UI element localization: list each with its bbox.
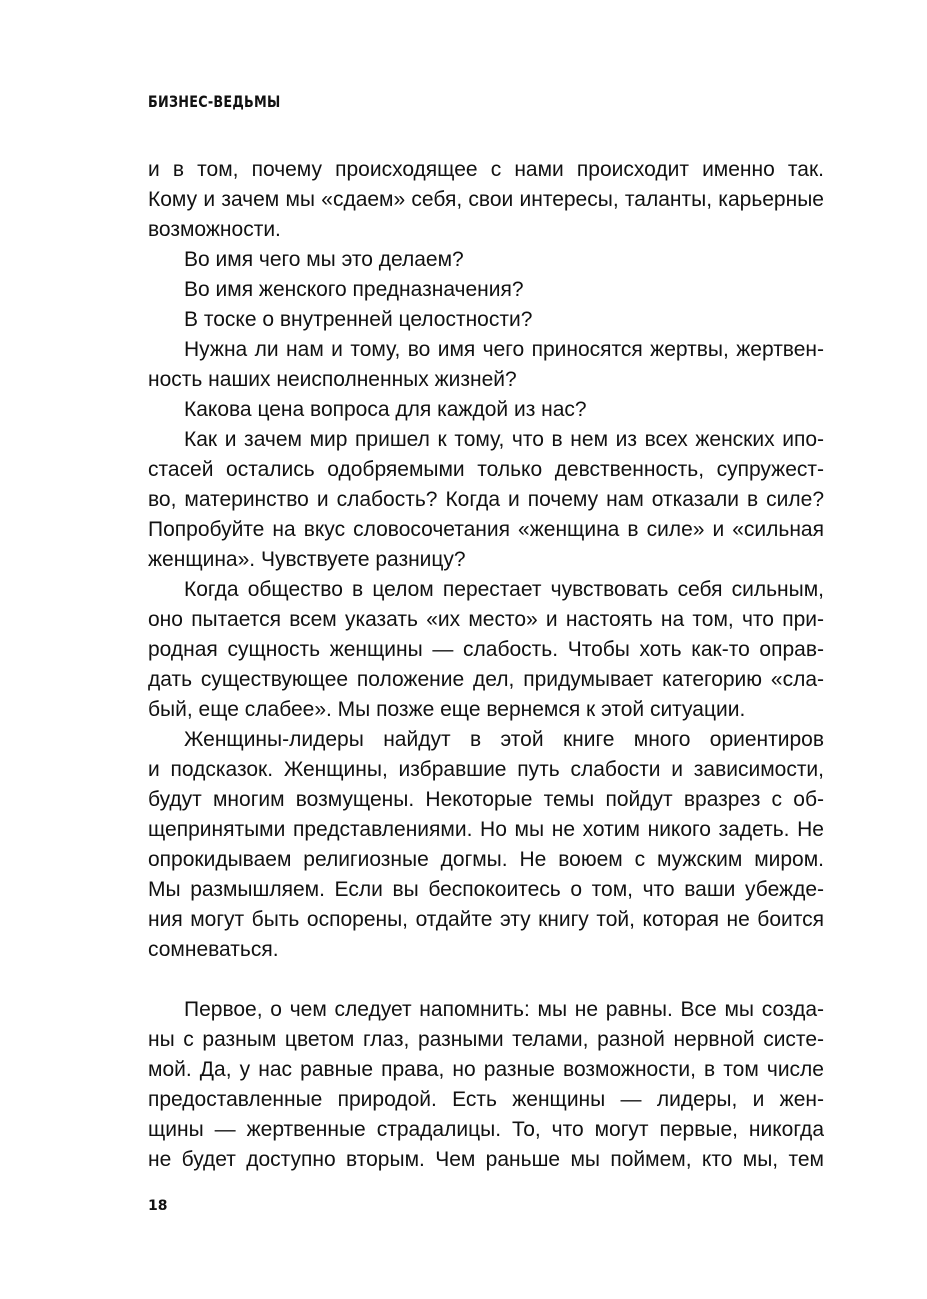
text-line: Нужна ли нам и тому, во имя чего приносятся жертвы, жертвен-: [184, 338, 824, 361]
text-line: Во имя женского предназначения?: [184, 278, 524, 301]
text-line: Как и зачем мир пришел к тому, что в нем из всех женских ипо-: [184, 428, 824, 451]
text-line: стасей остались одобряемыми только девственность, супружест-: [148, 458, 824, 481]
text-line: не будет доступно вторым. Чем раньше мы поймем, кто мы, тем: [148, 1148, 824, 1171]
text-line: Мы размышляем. Если вы беспокоитесь о том, что ваши убежде-: [148, 878, 824, 901]
text-line: ность наших неисполненных жизней?: [148, 368, 517, 391]
text-line: щепринятыми представлениями. Но мы не хотим никого задеть. Не: [148, 818, 824, 841]
text-line: возможности.: [148, 218, 281, 241]
page-number: 18: [148, 1198, 168, 1214]
text-line: и в том, почему происходящее с нами происходит именно так.: [148, 158, 824, 181]
text-line: ния могут быть оспорены, отдайте эту книгу той, которая не боится: [148, 908, 824, 931]
text-line: В тоске о внутренней целостности?: [184, 308, 533, 331]
text-line: во, материнство и слабость? Когда и почему нам отказали в силе?: [148, 488, 824, 511]
text-line: Во имя чего мы это делаем?: [184, 248, 464, 271]
text-line: Кому и зачем мы «сдаем» себя, свои интересы, таланты, карьерные: [148, 188, 824, 211]
text-line: и подсказок. Женщины, избравшие путь слабости и зависимости,: [148, 758, 824, 781]
text-line: Женщины-лидеры найдут в этой книге много ориентиров: [184, 728, 824, 751]
text-line: Какова цена вопроса для каждой из нас?: [184, 398, 587, 421]
text-line: бый, еще слабее». Мы позже еще вернемся к этой ситуации.: [148, 698, 746, 721]
text-line: оно пытается всем указать «их место» и настоять на том, что при-: [148, 608, 824, 631]
text-line: родная сущность женщины — слабость. Чтобы хоть как-то оправ-: [148, 638, 824, 661]
text-line: Первое, о чем следует напомнить: мы не равны. Все мы созда-: [184, 998, 824, 1021]
text-line: дать существующее положение дел, придумывает категорию «сла-: [148, 668, 824, 691]
text-line: мой. Да, у нас равные права, но разные возможности, в том числе: [148, 1058, 824, 1081]
text-line: будут многим возмущены. Некоторые темы пойдут вразрез с об-: [148, 788, 824, 811]
text-line: опрокидываем религиозные догмы. Не воюем с мужским миром.: [148, 848, 824, 871]
text-line: Когда общество в целом перестает чувствовать себя сильным,: [184, 578, 824, 601]
body-text: [148, 155, 824, 1175]
paragraph-gap: [148, 965, 824, 995]
running-header: БИЗНЕС-ВЕДЬМЫ: [148, 92, 281, 111]
text-line: ны с разным цветом глаз, разными телами, разной нервной систе-: [148, 1028, 824, 1051]
text-line: сомневаться.: [148, 938, 279, 961]
text-line: Попробуйте на вкус словосочетания «женщина в силе» и «сильная: [148, 518, 824, 541]
text-line: женщина». Чувствуете разницу?: [148, 548, 466, 571]
text-line: предоставленные природой. Есть женщины — лидеры, и жен-: [148, 1088, 824, 1111]
text-line: щины — жертвенные страдалицы. То, что могут первые, никогда: [148, 1118, 824, 1141]
